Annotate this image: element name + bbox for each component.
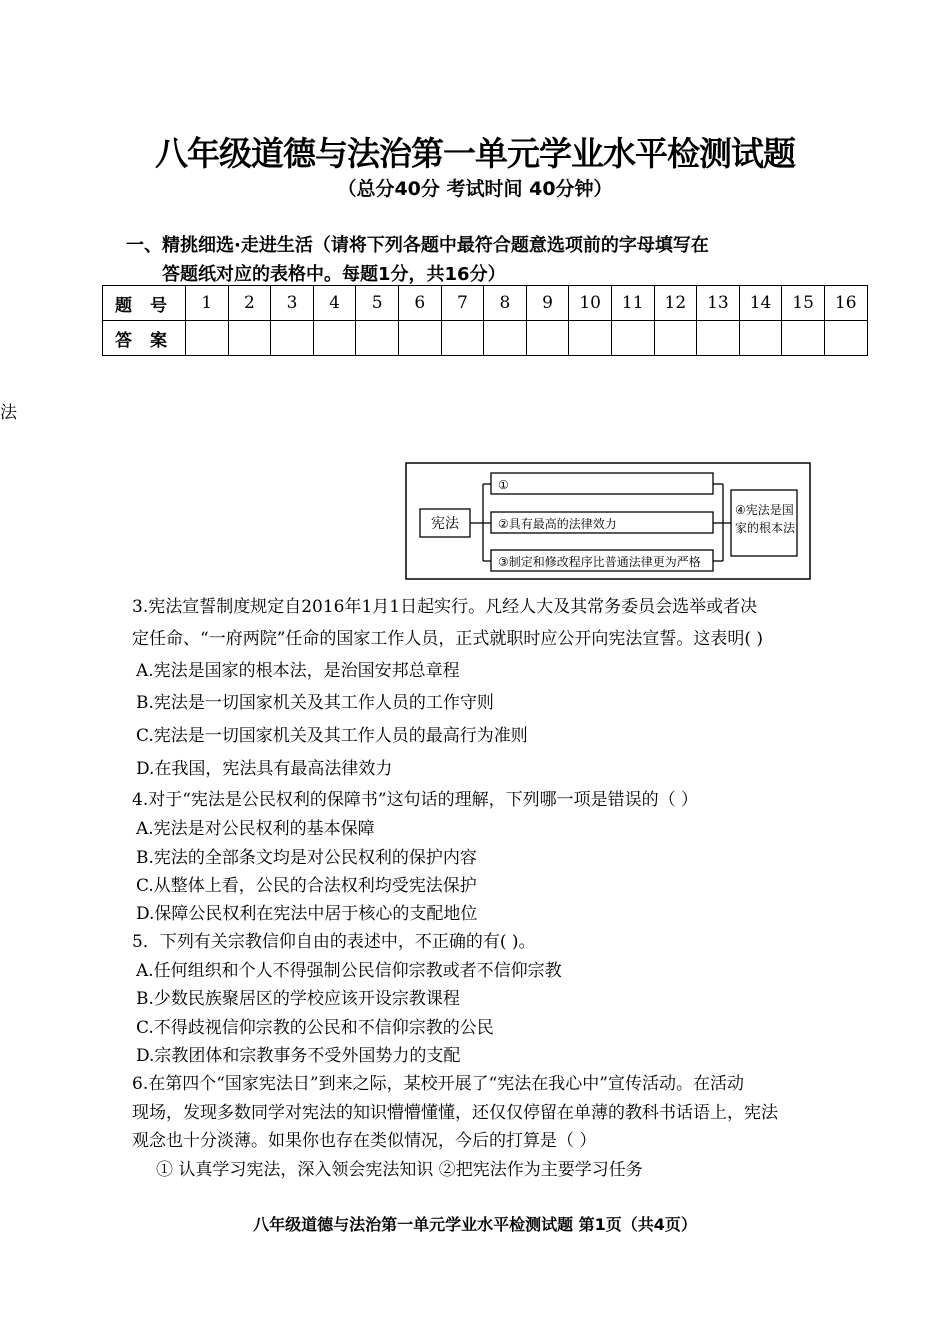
number-cell: 12: [654, 286, 697, 321]
answer-table-answer-row: [103, 321, 868, 356]
number-cell: 2: [228, 286, 271, 321]
constitution-diagram: [405, 462, 811, 580]
answer-cell[interactable]: [739, 321, 782, 356]
answer-cell[interactable]: [824, 321, 867, 356]
diagram-item-3: ③制定和修改程序比普通法律更为严格: [498, 555, 701, 569]
page-title: 八年级道德与法治第一单元学业水平检测试题: [155, 134, 795, 173]
row-header-answer: 答 案: [103, 321, 186, 356]
number-cell: 5: [356, 286, 399, 321]
answer-table: [102, 285, 868, 356]
q3-option-d: D.在我国，宪法具有最高法律效力: [136, 759, 393, 779]
q3-option-a: A.宪法是国家的根本法，是治国安邦总章程: [136, 661, 460, 681]
q3-stem-line1: 3.宪法宣誓制度规定自2016年1月1日起实行。凡经人大及其常务委员会选举或者决: [132, 597, 758, 617]
page-subtitle: （总分40分 考试时间 40分钟）: [337, 178, 613, 200]
answer-cell[interactable]: [313, 321, 356, 356]
q6-stem-line2: 现场，发现多数同学对宪法的知识懵懵懂懂，还仅仅停留在单薄的教科书话语上，宪法: [132, 1103, 778, 1123]
section1-heading-line1: 一、精挑细选·走进生活（请将下列各题中最符合题意选项前的字母填写在: [126, 235, 709, 256]
number-cell: 4: [313, 286, 356, 321]
answer-cell[interactable]: [484, 321, 527, 356]
q6-options: ① 认真学习宪法，深入领会宪法知识 ②把宪法作为主要学习任务: [156, 1160, 643, 1180]
answer-cell[interactable]: [697, 321, 740, 356]
q5-option-b: B.少数民族聚居区的学校应该开设宗教课程: [136, 989, 460, 1009]
diagram-left-label: 宪法: [431, 516, 459, 532]
number-cell: 14: [739, 286, 782, 321]
q4-option-a: A.宪法是对公民权利的基本保障: [136, 819, 375, 839]
q4-option-c: C.从整体上看，公民的合法权利均受宪法保护: [136, 876, 477, 896]
number-cell: 1: [186, 286, 229, 321]
diagram-item-box-1: [491, 473, 713, 494]
q4-option-b: B.宪法的全部条文均是对公民权利的保护内容: [136, 848, 477, 868]
diagram-right-line2: 家的根本法: [735, 521, 796, 535]
number-cell: 6: [398, 286, 441, 321]
number-cell: 15: [782, 286, 825, 321]
diagram-right-line1: ④宪法是国: [735, 503, 794, 517]
q3-stem-line2: 定任命、“一府两院”任命的国家工作人员，正式就职时应公开向宪法宣誓。这表明( ): [132, 629, 764, 649]
answer-cell[interactable]: [526, 321, 569, 356]
answer-cell[interactable]: [654, 321, 697, 356]
q6-stem-line1: 6.在第四个“国家宪法日”到来之际，某校开展了“宪法在我心中”宣传活动。在活动: [132, 1074, 744, 1094]
cut-off-text-fragment: 法: [0, 403, 17, 423]
number-cell: 3: [271, 286, 314, 321]
answer-cell[interactable]: [398, 321, 441, 356]
answer-cell[interactable]: [186, 321, 229, 356]
answer-table-number-row: [103, 286, 868, 321]
answer-cell[interactable]: [271, 321, 314, 356]
q5-option-c: C.不得歧视信仰宗教的公民和不信仰宗教的公民: [136, 1018, 494, 1038]
number-cell: 11: [611, 286, 654, 321]
q3-option-c: C.宪法是一切国家机关及其工作人员的最高行为准则: [136, 726, 528, 746]
number-cell: 10: [569, 286, 612, 321]
q6-stem-line3: 观念也十分淡薄。如果你也存在类似情况，今后的打算是（ ）: [132, 1131, 597, 1151]
row-header-number: 题 号: [103, 286, 186, 321]
diagram-item-2: ②具有最高的法律效力: [498, 517, 617, 531]
q5-option-d: D.宗教团体和宗教事务不受外国势力的支配: [136, 1046, 461, 1066]
answer-cell[interactable]: [356, 321, 399, 356]
number-cell: 8: [484, 286, 527, 321]
section1-heading-line2: 答题纸对应的表格中。每题1分，共16分）: [162, 264, 506, 285]
q3-option-b: B.宪法是一切国家机关及其工作人员的工作守则: [136, 693, 494, 713]
number-cell: 7: [441, 286, 484, 321]
answer-cell[interactable]: [441, 321, 484, 356]
page-footer: 八年级道德与法治第一单元学业水平检测试题 第1页（共4页）: [253, 1215, 697, 1234]
q5-stem: 5．下列有关宗教信仰自由的表述中，不正确的有( )。: [132, 932, 536, 952]
q5-option-a: A.任何组织和个人不得强制公民信仰宗教或者不信仰宗教: [136, 961, 562, 981]
number-cell: 13: [697, 286, 740, 321]
number-cell: 9: [526, 286, 569, 321]
number-cell: 16: [824, 286, 867, 321]
answer-cell[interactable]: [782, 321, 825, 356]
answer-cell[interactable]: [611, 321, 654, 356]
diagram-item-1: ①: [498, 478, 509, 492]
answer-cell[interactable]: [569, 321, 612, 356]
q4-stem: 4.对于“宪法是公民权利的保障书”这句话的理解，下列哪一项是错误的（ ）: [132, 790, 699, 810]
q4-option-d: D.保障公民权利在宪法中居于核心的支配地位: [136, 904, 478, 924]
answer-cell[interactable]: [228, 321, 271, 356]
